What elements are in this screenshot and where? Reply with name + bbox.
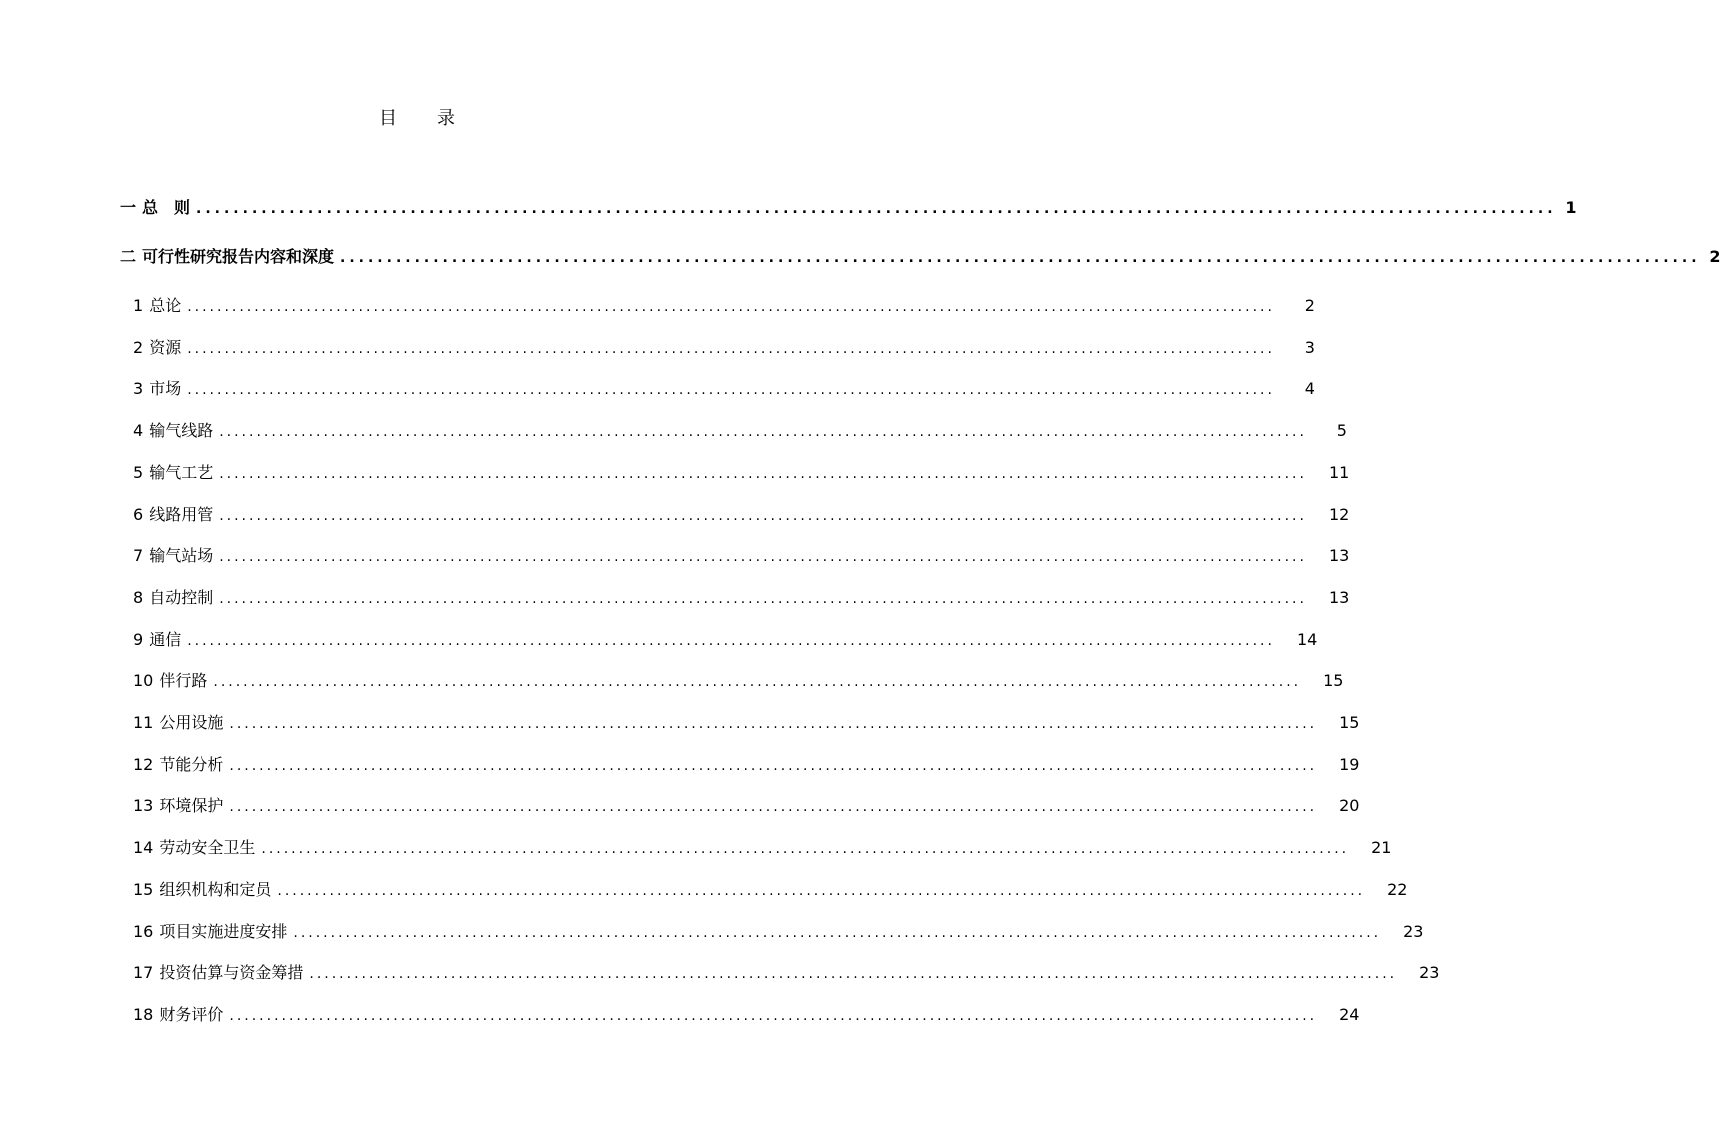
toc-entry-title: 劳动安全卫生 (159, 838, 256, 857)
toc-page-number: 21 (1371, 838, 1392, 857)
toc-entry-title: 伴行路 (159, 671, 208, 690)
toc-dot-leader: .................................................................................................................................................. (196, 201, 1557, 217)
toc-entry-title: 总 则 (142, 198, 191, 217)
toc-page-number: 12 (1328, 505, 1350, 524)
toc-dot-leader: .................................................................................................................................................. (229, 799, 1318, 815)
toc-entry-number: 9 (133, 630, 144, 649)
toc-entry-title: 输气站场 (149, 546, 214, 565)
toc-entry-number: 13 (133, 796, 154, 815)
toc-entry-number: 18 (133, 1005, 154, 1024)
toc-dot-leader: .................................................................................................................................................. (229, 1008, 1318, 1024)
toc-heading-char-2: 录 (437, 108, 455, 129)
toc-subsection-entry[interactable] (133, 630, 1318, 651)
toc-dot-leader: .................................................................................................................................................. (187, 341, 1275, 357)
toc-page-number: 23 (1403, 922, 1424, 941)
toc-entry-title: 财务评价 (159, 1005, 224, 1024)
toc-subsection-entry[interactable] (133, 963, 1440, 984)
toc-entry-number: 11 (133, 713, 154, 732)
toc-entry-number: 15 (133, 880, 154, 899)
toc-heading-char-1: 目 (379, 108, 397, 129)
toc-entry-number: 2 (133, 338, 144, 357)
toc-subsection-entry[interactable] (133, 379, 1315, 400)
toc-dot-leader: .................................................................................................................................................. (229, 716, 1318, 732)
toc-entry-number: 8 (133, 588, 144, 607)
toc-page-number: 15 (1339, 713, 1360, 732)
toc-page-number: 23 (1419, 963, 1440, 982)
toc-dot-leader: .................................................................................................................................................. (187, 299, 1275, 315)
toc-dot-leader: .................................................................................................................................................. (219, 424, 1307, 440)
toc-dot-leader: .................................................................................................................................................. (219, 591, 1307, 607)
toc-page-number: 2 (1304, 296, 1315, 315)
toc-page-number: 13 (1328, 546, 1350, 565)
toc-subsection-entry[interactable] (133, 1005, 1360, 1026)
toc-dot-leader: .................................................................................................................................................. (213, 674, 1302, 690)
toc-entry-title: 环境保护 (159, 796, 224, 815)
toc-dot-leader: .................................................................................................................................................. (219, 466, 1307, 482)
toc-entry-number: 7 (133, 546, 144, 565)
toc-subsection-entry[interactable] (133, 421, 1347, 442)
toc-subsection-entry[interactable] (133, 880, 1408, 901)
toc-page-number: 1 (1565, 198, 1577, 217)
toc-section-entry[interactable] (120, 198, 1577, 219)
toc-entry-number: 17 (133, 963, 154, 982)
toc-page-number: 19 (1339, 755, 1360, 774)
toc-entry-number: 14 (133, 838, 154, 857)
toc-dot-leader: .................................................................................................................................................. (229, 758, 1318, 774)
toc-subsection-entry[interactable] (133, 505, 1350, 526)
toc-entry-number: 一 (120, 198, 137, 217)
toc-subsection-entry[interactable] (133, 671, 1344, 692)
toc-dot-leader: .................................................................................................................................................. (309, 966, 1398, 982)
toc-entry-title: 总论 (149, 296, 182, 315)
toc-subsection-entry[interactable] (133, 296, 1315, 317)
toc-subsection-entry[interactable] (133, 838, 1392, 859)
toc-entry-title: 投资估算与资金筹措 (159, 963, 304, 982)
toc-dot-leader: .................................................................................................................................................. (277, 883, 1366, 899)
toc-page-number: 24 (1339, 1005, 1360, 1024)
toc-subsection-entry[interactable] (133, 546, 1350, 567)
toc-entry-title: 节能分析 (159, 755, 224, 774)
toc-entry-title: 项目实施进度安排 (159, 922, 288, 941)
toc-subsection-entry[interactable] (133, 463, 1350, 484)
toc-entry-title: 可行性研究报告内容和深度 (142, 247, 335, 266)
toc-subsection-entry[interactable] (133, 922, 1424, 943)
toc-page-number: 13 (1328, 588, 1350, 607)
toc-dot-leader: .................................................................................................................................................. (187, 382, 1275, 398)
toc-entry-number: 6 (133, 505, 144, 524)
toc-entry-number: 3 (133, 379, 144, 398)
toc-entry-number: 10 (133, 671, 154, 690)
toc-entry-title: 自动控制 (149, 588, 214, 607)
toc-subsection-entry[interactable] (133, 796, 1360, 817)
toc-page-number: 14 (1296, 630, 1318, 649)
toc-page-number: 5 (1336, 421, 1347, 440)
toc-entry-title: 输气线路 (149, 421, 214, 440)
toc-dot-leader: .................................................................................................................................................. (293, 925, 1382, 941)
toc-page-number: 15 (1323, 671, 1344, 690)
toc-entry-title: 线路用管 (149, 505, 214, 524)
toc-entry-number: 二 (120, 247, 137, 266)
toc-subsection-entry[interactable] (133, 588, 1350, 609)
toc-dot-leader: .................................................................................................................................................. (219, 508, 1307, 524)
toc-page-number: 4 (1304, 379, 1315, 398)
toc-subsection-entry[interactable] (133, 713, 1360, 734)
toc-entry-title: 资源 (149, 338, 182, 357)
toc-page-number: 11 (1328, 463, 1350, 482)
toc-entry-title: 输气工艺 (149, 463, 214, 482)
toc-dot-leader: .................................................................................................................................................. (219, 549, 1307, 565)
toc-entry-number: 4 (133, 421, 144, 440)
toc-subsection-entry[interactable] (133, 755, 1360, 776)
toc-entry-title: 公用设施 (159, 713, 224, 732)
toc-entry-number: 16 (133, 922, 154, 941)
toc-page-number: 3 (1304, 338, 1315, 357)
toc-dot-leader: .................................................................................................................................................. (261, 841, 1350, 857)
toc-entry-number: 12 (133, 755, 154, 774)
toc-dot-leader: .................................................................................................................................................. (187, 633, 1275, 649)
toc-subsection-entry[interactable] (133, 338, 1315, 359)
toc-section-entry[interactable] (120, 247, 1721, 268)
toc-page-number: 22 (1387, 880, 1408, 899)
toc-entry-title: 市场 (149, 379, 182, 398)
toc-page-number: 2 (1709, 247, 1721, 266)
toc-dot-leader: .................................................................................................................................................. (340, 250, 1701, 266)
toc-entry-number: 5 (133, 463, 144, 482)
toc-entry-title: 组织机构和定员 (159, 880, 272, 899)
toc-entry-number: 1 (133, 296, 144, 315)
toc-page-number: 20 (1339, 796, 1360, 815)
toc-entry-title: 通信 (149, 630, 182, 649)
